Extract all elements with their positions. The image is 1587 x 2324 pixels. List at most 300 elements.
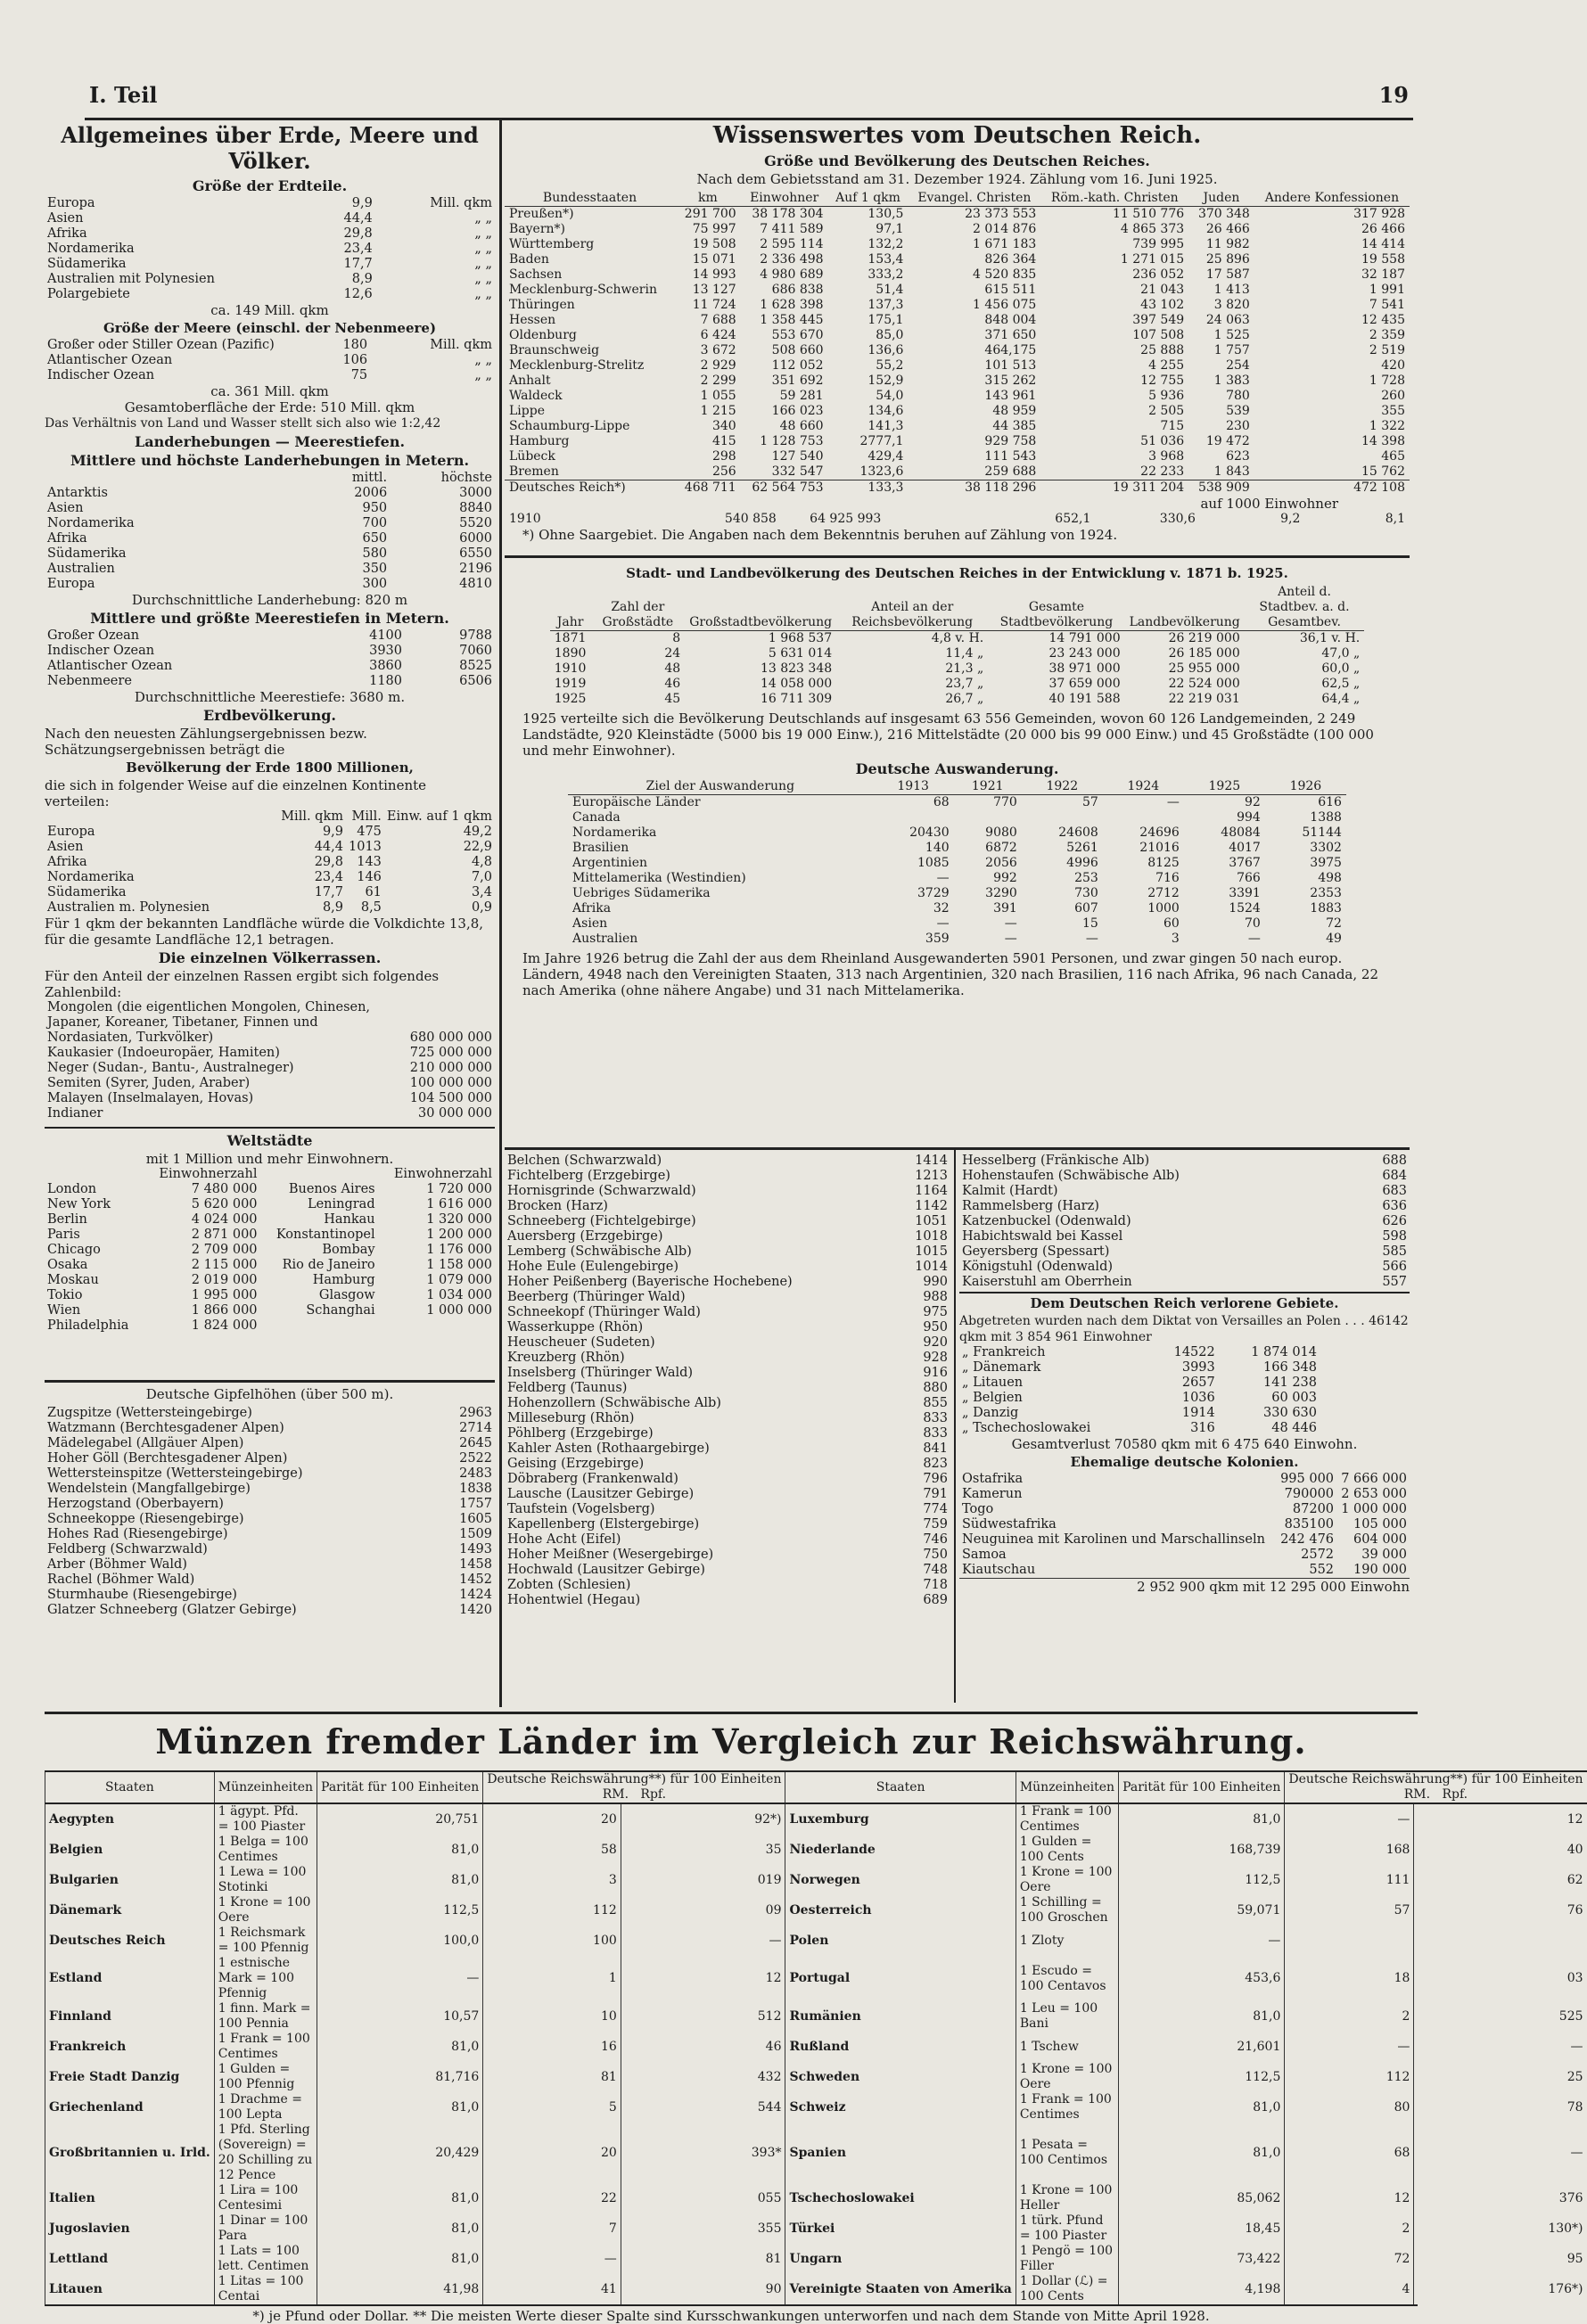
peak-row bbox=[505, 1578, 950, 1593]
peak-row bbox=[505, 1517, 950, 1532]
peak-row-cell: Kahler Asten (Rothaargebirge) bbox=[507, 1441, 710, 1456]
reich-row-cell: 17 587 bbox=[1205, 267, 1250, 282]
reich-row-cell: 43 102 bbox=[1140, 298, 1185, 312]
coins-col-rw-2: Deutsche Reichswährung**) für 100 Einheiten RM. Rpf. bbox=[1285, 1771, 1587, 1803]
depth-table bbox=[45, 628, 495, 689]
depth-row-cell: 8525 bbox=[459, 659, 492, 673]
reich-row-cell: Mecklenburg-Strelitz bbox=[509, 358, 645, 373]
city-row bbox=[45, 1303, 495, 1318]
coin-cell: Tschechoslowakei bbox=[785, 2183, 1016, 2213]
coin-cell: 2 bbox=[1285, 2213, 1414, 2244]
peaks-rule bbox=[954, 1150, 956, 1703]
race-value: 100 000 000 bbox=[409, 1076, 492, 1090]
population-row bbox=[45, 840, 495, 855]
reich-row-cell: 371 650 bbox=[984, 328, 1037, 342]
reich-row-cell: 2 505 bbox=[1148, 404, 1185, 418]
elevation-row-cell: Asien bbox=[47, 501, 84, 515]
auswanderung-row-cell: Canada bbox=[572, 810, 621, 825]
coin-cell: Frankreich bbox=[45, 2032, 215, 2062]
elevation-row-cell: 6000 bbox=[459, 531, 492, 546]
city-row-cell: 2 709 000 bbox=[191, 1243, 258, 1257]
continent-row-cell: „ „ bbox=[474, 242, 492, 256]
gipfel-row bbox=[45, 1497, 495, 1512]
stadt-row-cell: 1871 bbox=[554, 631, 587, 645]
coins-col-paritaet: Parität für 100 Einheiten bbox=[317, 1771, 483, 1803]
coin-cell: Luxemburg bbox=[785, 1803, 1016, 1835]
coin-cell: 4 bbox=[1285, 2274, 1414, 2304]
peak-row bbox=[505, 1548, 950, 1563]
coin-cell: 58 bbox=[483, 1835, 621, 1865]
elevation-row-cell: Europa bbox=[47, 577, 95, 591]
depth-row-cell: 3930 bbox=[369, 644, 402, 658]
coin-cell: Norwegen bbox=[785, 1865, 1016, 1895]
auswanderung-row-cell bbox=[1022, 810, 1103, 825]
lost-row bbox=[959, 1391, 1320, 1406]
reich-row-cell: 739 995 bbox=[1132, 237, 1185, 251]
coin-cell: 81,0 bbox=[1119, 2123, 1285, 2183]
gipfel-row bbox=[45, 1573, 495, 1588]
coin-cell: 130*) bbox=[1414, 2213, 1587, 2244]
reich-row-cell: 4 520 835 bbox=[973, 267, 1037, 282]
population-row-cell: Asien bbox=[47, 840, 84, 854]
population-row-cell: 7,0 bbox=[471, 870, 492, 884]
reich-row-cell: 54,0 bbox=[876, 389, 904, 403]
gipfel-row bbox=[45, 1466, 495, 1482]
peak-row-cell: 626 bbox=[1382, 1214, 1407, 1228]
reich-row-cell: 175,1 bbox=[868, 313, 904, 327]
city-row-cell: Leningrad bbox=[307, 1197, 375, 1211]
pop-dist: die sich in folgender Weise auf die einzelnen Kontinente verteilen: bbox=[45, 777, 427, 809]
reich-col: Evangel. Christen bbox=[908, 191, 1040, 207]
pop-note: Für 1 qkm der bekannten Landfläche würde die Volkdichte 13,8, für die gesamte Landfläche 12,1 betragen. bbox=[45, 916, 484, 948]
coin-cell: — bbox=[621, 1926, 785, 1956]
elev-col-a: mittl. bbox=[351, 471, 388, 485]
coin-cell: Rußland bbox=[785, 2032, 1016, 2062]
city-row-cell: Chicago bbox=[47, 1243, 101, 1257]
stadt-row-cell: 38 971 000 bbox=[1048, 661, 1121, 676]
stadt-table bbox=[550, 585, 1365, 707]
auswanderung-row-cell: — bbox=[1247, 932, 1261, 946]
auswanderung-row-cell: — bbox=[1085, 932, 1098, 946]
reich-row-cell: 508 660 bbox=[771, 343, 824, 357]
coin-cell: 1 Pesata = 100 Centimos bbox=[1016, 2123, 1118, 2183]
coin-cell: 4,198 bbox=[1119, 2274, 1285, 2304]
coin-cell: Freie Stadt Danzig bbox=[45, 2062, 215, 2092]
elev-avg: Durchschnittliche Landerhebung: 820 m bbox=[131, 592, 408, 608]
city-row bbox=[45, 1212, 495, 1228]
reich-row-cell: 7 411 589 bbox=[760, 222, 824, 236]
coin-row bbox=[45, 2062, 1587, 2092]
reich-1910-cell: 1910 bbox=[509, 512, 541, 526]
population-row bbox=[45, 825, 495, 840]
coin-cell: 85,062 bbox=[1119, 2183, 1285, 2213]
peak-row-cell: 833 bbox=[923, 1411, 948, 1425]
gipfel-row bbox=[45, 1451, 495, 1466]
reich-row-cell: 715 bbox=[1160, 419, 1185, 433]
reich-row-cell: Thüringen bbox=[509, 298, 575, 312]
coin-cell: 1 Gulden = 100 Pfennig bbox=[214, 2062, 317, 2092]
coins-col-staaten-2: Staaten bbox=[785, 1771, 1016, 1803]
stadt-row-cell: 26 185 000 bbox=[1168, 646, 1240, 661]
colony-row-cell: 242 476 bbox=[1280, 1532, 1335, 1547]
reich-row-cell: 2 929 bbox=[700, 358, 736, 373]
lost-row-cell: 316 bbox=[1190, 1421, 1215, 1435]
right-column bbox=[505, 120, 1410, 1137]
stadt-row-cell: 11,4 „ bbox=[945, 646, 984, 661]
depth-row bbox=[45, 659, 495, 674]
peak-row bbox=[505, 1320, 950, 1335]
pop-col-c: Einw. auf 1 qkm bbox=[386, 809, 492, 824]
lost-row-cell: 141 238 bbox=[1263, 1376, 1317, 1390]
coin-cell: 90 bbox=[621, 2274, 785, 2304]
reich-row-cell: 4 980 689 bbox=[760, 267, 824, 282]
peak-row bbox=[959, 1154, 1410, 1169]
reich-row-cell: Württemberg bbox=[509, 237, 595, 251]
stadt-row bbox=[550, 692, 1365, 707]
reich-1910-cell bbox=[885, 512, 991, 527]
depth-row-cell: 9788 bbox=[459, 628, 492, 643]
elevation-row-cell: 350 bbox=[362, 562, 388, 576]
lost-row-cell: „ Belgien bbox=[962, 1391, 1023, 1405]
stadt-row bbox=[550, 631, 1365, 647]
stadt-col: Anteil an der Reichsbevölkerung bbox=[836, 585, 988, 631]
auswanderung-row-cell: 1085 bbox=[917, 856, 950, 870]
left-title: Allgemeines über Erde, Meere und Völker. bbox=[61, 122, 479, 174]
coin-cell: Italien bbox=[45, 2183, 215, 2213]
gipfel-row-cell: 1420 bbox=[459, 1603, 492, 1617]
ocean-row-cell: „ „ bbox=[474, 353, 492, 367]
reich-row-cell: 25 888 bbox=[1140, 343, 1185, 357]
auswanderung-row-cell: 57 bbox=[1081, 795, 1098, 809]
peak-row-cell: Königstuhl (Odenwald) bbox=[962, 1260, 1114, 1274]
reich-row-cell: 340 bbox=[711, 419, 736, 433]
peak-row bbox=[505, 1457, 950, 1472]
reich-row-cell: 101 513 bbox=[984, 358, 1037, 373]
coin-cell: 112 bbox=[1285, 2062, 1414, 2092]
lost-row-cell: „ Litauen bbox=[962, 1376, 1024, 1390]
reich-col: Einwohner bbox=[741, 191, 828, 207]
reich-row-cell: 130,5 bbox=[868, 207, 904, 221]
coin-cell: 81,0 bbox=[1119, 2001, 1285, 2032]
gipfel-row bbox=[45, 1421, 495, 1436]
continent-row-cell: Afrika bbox=[47, 226, 87, 241]
coin-cell: Schweden bbox=[785, 2062, 1016, 2092]
reich-row-cell: Lippe bbox=[509, 404, 545, 418]
reich-row-cell: 11 982 bbox=[1205, 237, 1250, 251]
city-row bbox=[45, 1273, 495, 1288]
peaks-section bbox=[505, 1147, 1410, 1712]
reich-row bbox=[505, 298, 1410, 313]
population-row-cell: 475 bbox=[357, 825, 382, 839]
peak-row-cell: Kapellenberg (Elstergebirge) bbox=[507, 1517, 700, 1532]
peak-row bbox=[505, 1260, 950, 1275]
coin-cell: 81,0 bbox=[317, 2213, 483, 2244]
reich-row-cell: 1 843 bbox=[1213, 464, 1250, 479]
gipfel-row-cell: 2714 bbox=[459, 1421, 492, 1435]
coin-cell: 16 bbox=[483, 2032, 621, 2062]
continent-row-cell: Mill. qkm bbox=[430, 196, 492, 210]
city-row bbox=[45, 1182, 495, 1197]
peak-row bbox=[505, 1593, 950, 1608]
peak-row bbox=[505, 1184, 950, 1199]
page-number: 19 bbox=[1378, 82, 1409, 108]
auswanderung-row-cell: 5261 bbox=[1066, 841, 1098, 855]
gipfel-row-cell: Sturmhaube (Riesengebirge) bbox=[47, 1588, 237, 1602]
reich-row-cell: 5 936 bbox=[1148, 389, 1185, 403]
peak-row-cell: 880 bbox=[923, 1381, 948, 1395]
gipfel-row-cell: Hoher Göll (Berchtesgadener Alpen) bbox=[47, 1451, 288, 1466]
peak-row bbox=[959, 1244, 1410, 1260]
cities-col-b: Einwohnerzahl bbox=[393, 1167, 492, 1181]
coin-cell: 18 bbox=[1285, 1956, 1414, 2001]
auswanderung-row-cell: 9080 bbox=[985, 825, 1017, 840]
city-row-cell: Hankau bbox=[324, 1212, 375, 1227]
reich-row-cell: 12 435 bbox=[1361, 313, 1405, 327]
gipfel-row-cell: Arber (Böhmer Wald) bbox=[47, 1557, 187, 1572]
reich-row-cell: 1 728 bbox=[1369, 374, 1405, 388]
peak-row-cell: 1213 bbox=[915, 1169, 948, 1183]
population-row bbox=[45, 870, 495, 885]
race-row bbox=[45, 1091, 495, 1106]
cities-table bbox=[45, 1167, 495, 1334]
coin-cell: 100 bbox=[483, 1926, 621, 1956]
coin-cell: 1 Lewa = 100 Stotinki bbox=[214, 1865, 317, 1895]
race-value: 30 000 000 bbox=[417, 1106, 492, 1121]
reich-per1000: auf 1000 Einwohner bbox=[1200, 496, 1338, 512]
coin-cell: 59,071 bbox=[1119, 1895, 1285, 1926]
reich-row-cell: 256 bbox=[711, 464, 736, 479]
gipfel-row bbox=[45, 1527, 495, 1542]
auswanderung-row-cell: 24608 bbox=[1058, 825, 1098, 840]
reich-row-cell: 1 628 398 bbox=[760, 298, 824, 312]
coin-cell: 03 bbox=[1414, 1956, 1587, 2001]
auswanderung-row-cell: 72 bbox=[1326, 916, 1342, 931]
gipfel-row-cell: Feldberg (Schwarzwald) bbox=[47, 1542, 208, 1556]
race-name: Neger (Sudan-, Bantu-, Australneger) bbox=[47, 1061, 294, 1075]
auswanderung-row-cell: 60 bbox=[1164, 916, 1180, 931]
reich-col: km bbox=[675, 191, 741, 207]
coin-cell: 1 Pfd. Sterling (Sovereign) = 20 Schilling zu 12 Pence bbox=[214, 2123, 317, 2183]
reich-row-cell: 2 336 498 bbox=[760, 252, 824, 267]
auswanderung-row-cell bbox=[1103, 810, 1184, 825]
auswanderung-row-cell: 3 bbox=[1171, 932, 1180, 946]
lost-row bbox=[959, 1360, 1320, 1376]
continent-row-cell: 17,7 bbox=[343, 257, 373, 271]
reich-row-cell: Mecklenburg-Schwerin bbox=[509, 283, 657, 297]
peak-row-cell: Feldberg (Taunus) bbox=[507, 1381, 628, 1395]
elevation-row bbox=[45, 562, 495, 577]
coin-cell: 111 bbox=[1285, 1865, 1414, 1895]
city-row-cell: 1 866 000 bbox=[191, 1303, 258, 1318]
peak-row bbox=[505, 1275, 950, 1290]
lost-title: Dem Deutschen Reich verlorene Gebiete. bbox=[1030, 1295, 1339, 1311]
peak-row bbox=[505, 1229, 950, 1244]
peak-row-cell: 823 bbox=[923, 1457, 948, 1471]
depth-row-cell: Nebenmeere bbox=[47, 674, 132, 688]
depth-row-cell: 7060 bbox=[459, 644, 492, 658]
coins-table bbox=[45, 1770, 1587, 2304]
reich-row-cell: 26 466 bbox=[1205, 222, 1250, 236]
peak-row-cell: 1142 bbox=[915, 1199, 948, 1213]
ocean-row-cell: „ „ bbox=[474, 368, 492, 382]
peak-row-cell: 636 bbox=[1382, 1199, 1407, 1213]
reich-row-cell: 1 991 bbox=[1369, 283, 1405, 297]
coins-col-muenz-2: Münzeinheiten bbox=[1016, 1771, 1118, 1803]
colony-row-cell: Südwestafrika bbox=[962, 1517, 1057, 1532]
reich-row-cell: 44 385 bbox=[992, 419, 1037, 433]
reich-1910-cell: 64 925 993 bbox=[810, 512, 882, 526]
peak-row bbox=[959, 1169, 1410, 1184]
peak-row-cell: 1014 bbox=[915, 1260, 948, 1274]
reich-row-cell: Baden bbox=[509, 252, 549, 267]
race-value: 725 000 000 bbox=[409, 1046, 492, 1060]
race-name: Mongolen (die eigentlichen Mongolen, Chinesen, Japaner, Koreaner, Tibetaner, Finnen und Nordasiaten, Turkvölker) bbox=[47, 1000, 371, 1045]
race-name: Semiten (Syrer, Juden, Araber) bbox=[47, 1076, 251, 1090]
continent-row bbox=[45, 257, 495, 272]
city-row-cell: 1 034 000 bbox=[426, 1288, 492, 1302]
gipfel-row-cell: Schneekoppe (Riesengebirge) bbox=[47, 1512, 244, 1526]
colony-row bbox=[959, 1487, 1410, 1502]
gipfel-row bbox=[45, 1436, 495, 1451]
coin-cell: 81,0 bbox=[317, 2183, 483, 2213]
reich-row bbox=[505, 313, 1410, 328]
ocean-row-cell: Großer oder Stiller Ozean (Pazific) bbox=[47, 338, 275, 352]
coin-cell: 81,0 bbox=[1119, 2092, 1285, 2123]
coin-cell: 68 bbox=[1285, 2123, 1414, 2183]
coin-cell: Niederlande bbox=[785, 1835, 1016, 1865]
cities-title: Weltstädte bbox=[45, 1127, 495, 1149]
reich-row-cell: 51 036 bbox=[1140, 434, 1185, 448]
reich-row-cell: 1 271 015 bbox=[1120, 252, 1185, 267]
coin-cell: 12 bbox=[1285, 2183, 1414, 2213]
peak-row-cell: 774 bbox=[923, 1502, 948, 1516]
coin-cell: 1 Krone = 100 Heller bbox=[1016, 2183, 1118, 2213]
coin-cell bbox=[1285, 1926, 1414, 1956]
depth-row-cell: 1180 bbox=[369, 674, 402, 688]
stadt-row-cell: 22 524 000 bbox=[1168, 677, 1240, 691]
peak-row-cell: Geyersberg (Spessart) bbox=[962, 1244, 1110, 1259]
coin-cell: 81 bbox=[621, 2244, 785, 2274]
stadt-col: Jahr bbox=[550, 585, 591, 631]
coin-cell: 168,739 bbox=[1119, 1835, 1285, 1865]
coin-cell: 20,429 bbox=[317, 2123, 483, 2183]
reich-row-cell: 260 bbox=[1381, 389, 1405, 403]
coin-cell: — bbox=[1285, 1803, 1414, 1835]
population-row-cell: 1013 bbox=[349, 840, 382, 854]
peak-row-cell: 928 bbox=[923, 1351, 948, 1365]
coin-cell: Spanien bbox=[785, 2123, 1016, 2183]
reich-row bbox=[505, 328, 1410, 343]
reich-row bbox=[505, 374, 1410, 389]
coin-cell: 1 Lats = 100 lett. Centimen bbox=[214, 2244, 317, 2274]
stadt-row-cell: 47,0 „ bbox=[1321, 646, 1361, 661]
peak-row-cell: Hornisgrinde (Schwarzwald) bbox=[507, 1184, 696, 1198]
surface-text: Gesamtoberfläche der Erde: 510 Mill. qkm bbox=[124, 399, 415, 415]
reich-row-cell: 137,3 bbox=[868, 298, 904, 312]
peak-row-cell: Hesselberg (Fränkische Alb) bbox=[962, 1154, 1150, 1168]
reich-row-cell: 370 348 bbox=[1197, 207, 1250, 221]
reich-row-cell: 85,0 bbox=[876, 328, 904, 342]
auswanderung-col: 1926 bbox=[1265, 779, 1346, 795]
reich-1910-cell: 330,6 bbox=[1159, 512, 1196, 526]
reich-row-cell: 464,175 bbox=[984, 343, 1037, 357]
peak-row-cell: 1018 bbox=[915, 1229, 948, 1244]
reich-row-cell: 13 127 bbox=[692, 283, 736, 297]
population-row-cell: 49,2 bbox=[463, 825, 492, 839]
peak-row-cell: Kalmit (Hardt) bbox=[962, 1184, 1058, 1198]
race-name: Kaukasier (Indoeuropäer, Hamiten) bbox=[47, 1046, 280, 1060]
population-row-cell: Australien m. Polynesien bbox=[47, 900, 210, 915]
auswanderung-row-cell: — bbox=[1166, 795, 1180, 809]
auswanderung-row bbox=[568, 810, 1346, 825]
peak-row bbox=[959, 1275, 1410, 1290]
population-row-cell: 4,8 bbox=[471, 855, 492, 869]
gipfel-row-cell: Mädelegabel (Allgäuer Alpen) bbox=[47, 1436, 244, 1450]
depth-row bbox=[45, 674, 495, 689]
depth-row bbox=[45, 644, 495, 659]
gipfel-title: Deutsche Gipfelhöhen (über 500 m). bbox=[145, 1386, 394, 1402]
coin-cell: Schweiz bbox=[785, 2092, 1016, 2123]
peak-row-cell: Döbraberg (Frankenwald) bbox=[507, 1472, 678, 1486]
coins-title: Münzen fremder Länder im Vergleich zur Reichswährung. bbox=[155, 1721, 1307, 1761]
coin-cell: 1 ägypt. Pfd. = 100 Piaster bbox=[214, 1803, 317, 1835]
peak-row bbox=[505, 1426, 950, 1441]
coin-cell: 432 bbox=[621, 2062, 785, 2092]
reich-row-cell: Bayern*) bbox=[509, 222, 565, 236]
coin-cell: 2 bbox=[1285, 2001, 1414, 2032]
coin-cell: 355 bbox=[621, 2213, 785, 2244]
reich-total-cell: 468 711 bbox=[675, 480, 741, 497]
lost-table bbox=[959, 1345, 1320, 1436]
auswanderung-row-cell: 3290 bbox=[985, 886, 1017, 900]
reich-row-cell: 11 724 bbox=[692, 298, 736, 312]
auswanderung-row-cell: 51144 bbox=[1302, 825, 1342, 840]
reich-row-cell: 3 820 bbox=[1213, 298, 1250, 312]
auswanderung-row-cell: 2712 bbox=[1147, 886, 1180, 900]
colonies-title: Ehemalige deutsche Kolonien. bbox=[1070, 1454, 1299, 1470]
reich-total-cell: Deutsches Reich*) bbox=[505, 480, 675, 497]
reich-col: Röm.-kath. Christen bbox=[1040, 191, 1188, 207]
peak-row-cell: 796 bbox=[923, 1472, 948, 1486]
reich-1910-cell: 8,1 bbox=[1385, 512, 1405, 526]
reich-row-cell: 298 bbox=[711, 449, 736, 464]
reich-row-cell: 141,3 bbox=[868, 419, 904, 433]
auswanderung-row-cell: 140 bbox=[925, 841, 950, 855]
colony-row-cell: 604 000 bbox=[1353, 1532, 1407, 1547]
reich-row-cell: 97,1 bbox=[876, 222, 904, 236]
elevation-row-cell: 2196 bbox=[459, 562, 492, 576]
lost-row bbox=[959, 1421, 1320, 1436]
continent-row bbox=[45, 196, 495, 211]
coin-row bbox=[45, 2123, 1587, 2183]
pop-total: Bevölkerung der Erde 1800 Millionen, bbox=[126, 760, 414, 776]
coin-cell: Jugoslavien bbox=[45, 2213, 215, 2244]
peak-row-cell: 988 bbox=[923, 1290, 948, 1304]
races-intro: Für den Anteil der einzelnen Rassen ergibt sich folgendes Zahlenbild: bbox=[45, 968, 440, 1000]
auswanderung-row-cell: 3729 bbox=[917, 886, 950, 900]
peak-row-cell: 566 bbox=[1382, 1260, 1407, 1274]
peak-row-cell: Pöhlberg (Erzgebirge) bbox=[507, 1426, 654, 1441]
reich-row-cell: 26 466 bbox=[1361, 222, 1405, 236]
continent-row bbox=[45, 287, 495, 302]
coin-cell: Finnland bbox=[45, 2001, 215, 2032]
reich-row-cell: 3 672 bbox=[700, 343, 736, 357]
reich-row-cell: 32 187 bbox=[1361, 267, 1405, 282]
reich-row-cell: 2 359 bbox=[1369, 328, 1405, 342]
peak-row-cell: Kaiserstuhl am Oberrhein bbox=[962, 1275, 1132, 1289]
coin-cell: 1 Drachme = 100 Lepta bbox=[214, 2092, 317, 2123]
peak-row-cell: 1414 bbox=[915, 1154, 948, 1168]
